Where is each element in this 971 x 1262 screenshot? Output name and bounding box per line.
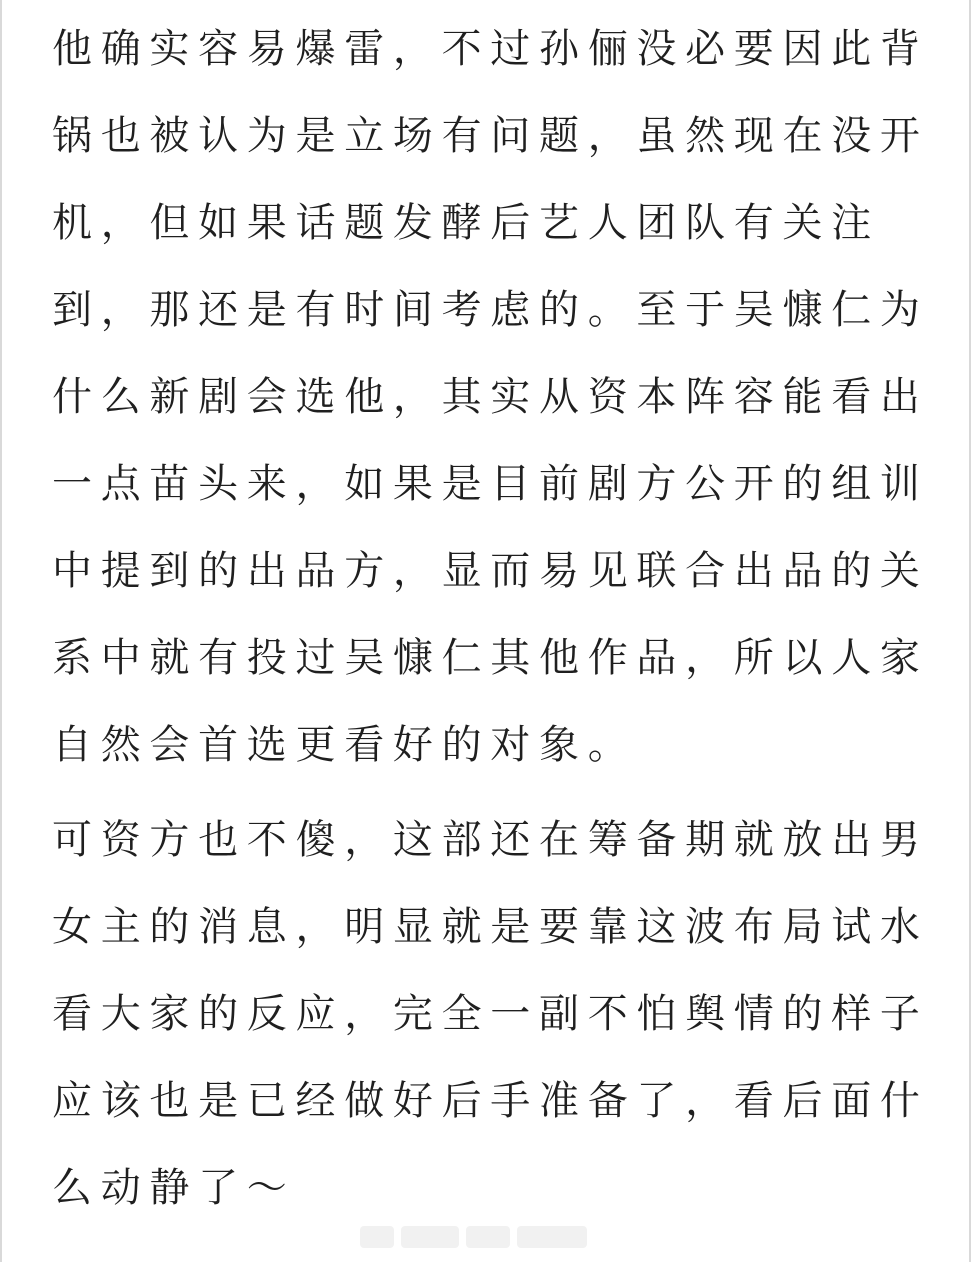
text-line: 到，那还是有时间考虑的。至于吴慷仁为 [52,287,929,333]
faded-watermark [360,1223,608,1251]
text-line: 看大家的反应，完全一副不怕舆情的样子 [52,991,929,1037]
text-line: 机，但如果话题发酵后艺人团队有关注 [52,200,880,246]
left-border [0,0,2,1262]
text-line: 一点苗头来，如果是目前剧方公开的组训 [52,461,929,507]
watermark-mark [466,1226,510,1248]
paragraph-1 [52,6,929,789]
paragraph-2 [52,797,929,1232]
text-line: 他确实容易爆雷，不过孙俪没必要因此背 [52,26,929,72]
text-line: 锅也被认为是立场有问题，虽然现在没开 [52,113,929,159]
text-line: 什么新剧会选他，其实从资本阵容能看出 [52,374,929,420]
watermark-mark [360,1226,394,1248]
text-line: 系中就有投过吴慷仁其他作品，所以人家 [52,635,929,681]
text-line: 应该也是已经做好后手准备了，看后面什 [52,1078,929,1124]
text-line: 可资方也不傻，这部还在筹备期就放出男 [52,817,929,863]
watermark-mark [517,1226,587,1248]
text-line: 么动静了～ [52,1165,296,1211]
text-line: 自然会首选更看好的对象。 [52,722,637,768]
watermark-mark [401,1226,459,1248]
text-line: 中提到的出品方，显而易见联合出品的关 [52,548,929,594]
text-line: 女主的消息，明显就是要靠这波布局试水 [52,904,929,950]
